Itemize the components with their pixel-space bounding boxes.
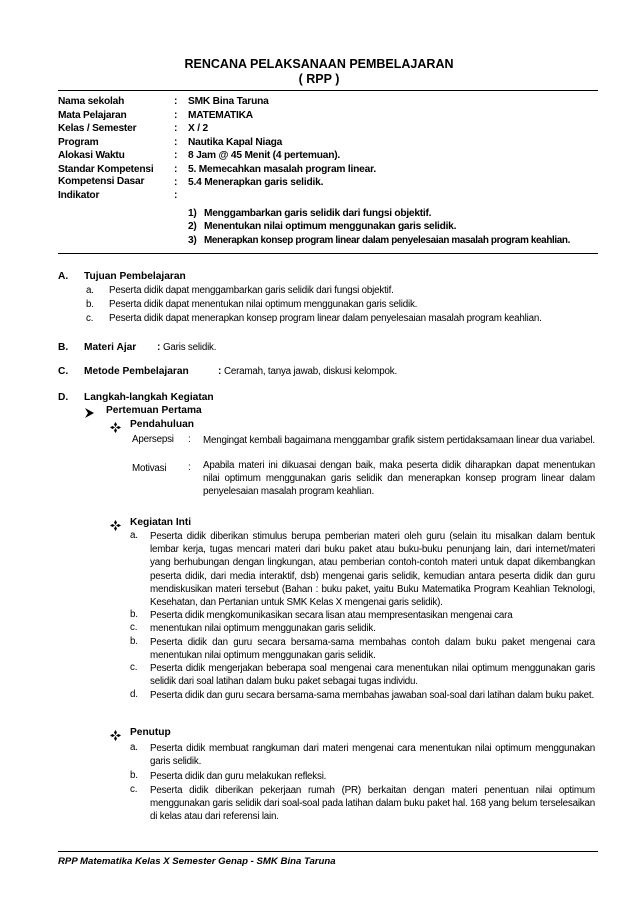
info-label: Nama sekolah bbox=[58, 96, 125, 107]
list-item: Peserta didik dan guru secara bersama-sama membahas contoh dalam buku paket mengenai cara menentukan nilai optimum menggunakan garis selidik. bbox=[150, 637, 595, 662]
info-value: SMK Bina Taruna bbox=[188, 96, 269, 107]
info-colon: : bbox=[174, 123, 178, 134]
indikator-number: 3) bbox=[188, 234, 197, 246]
section-a-title: Tujuan Pembelajaran bbox=[84, 271, 186, 282]
list-letter: a. bbox=[130, 742, 138, 753]
list-item: Peserta didik mengkomunikasikan secara lisan atau mempresentasikan mengenai cara bbox=[150, 610, 513, 621]
info-label: Mata Pelajaran bbox=[58, 109, 127, 121]
arrow-bullet-icon bbox=[84, 406, 95, 418]
indikator-text: Menentukan nilai optimum menggunakan garis selidik. bbox=[204, 221, 457, 232]
section-d-letter: D. bbox=[58, 392, 69, 403]
list-item: Peserta didik dapat menggambarkan garis selidik dari fungsi objektif. bbox=[109, 285, 394, 296]
top-divider bbox=[58, 90, 598, 91]
list-item: Peserta didik dapat menerapkan konsep program linear dalam penyelesaian masalah program keahlian. bbox=[109, 313, 542, 324]
info-colon: : bbox=[174, 163, 178, 175]
info-colon: : bbox=[174, 150, 178, 161]
list-item: Peserta didik dapat menentukan nilai optimum menggunakan garis selidik. bbox=[109, 299, 418, 310]
section-d-title: Langkah-langkah Kegiatan bbox=[84, 392, 214, 403]
info-label: Indikator bbox=[58, 190, 100, 201]
info-colon: : bbox=[174, 96, 178, 107]
list-letter: b. bbox=[130, 770, 138, 781]
list-letter: b. bbox=[130, 636, 138, 647]
diamond-bullet-icon bbox=[110, 420, 121, 431]
section-c-title: Metode Pembelajaran bbox=[84, 366, 189, 377]
list-letter: c. bbox=[130, 622, 138, 633]
indikator-number: 1) bbox=[188, 208, 197, 219]
list-item: Peserta didik dan guru melakukan refleksi. bbox=[150, 771, 327, 782]
list-letter: c. bbox=[130, 784, 138, 795]
apersepsi-label: Apersepsi bbox=[132, 434, 174, 445]
info-label: Standar Kompetensi bbox=[58, 163, 154, 175]
section-b-letter: B. bbox=[58, 342, 69, 353]
list-letter: b. bbox=[130, 609, 138, 620]
section-b-value: Garis selidik. bbox=[163, 342, 217, 353]
header-divider bbox=[58, 253, 598, 254]
info-value: 5.4 Menerapkan garis selidik. bbox=[188, 177, 324, 188]
info-colon: : bbox=[174, 109, 178, 121]
pertemuan-title: Pertemuan Pertama bbox=[106, 405, 202, 416]
list-letter: a. bbox=[86, 285, 94, 296]
info-colon: : bbox=[174, 190, 178, 201]
motivasi-label: Motivasi bbox=[132, 463, 167, 474]
diamond-bullet-icon bbox=[110, 728, 121, 739]
info-label: Program bbox=[58, 136, 99, 148]
section-b-title: Materi Ajar bbox=[84, 342, 137, 353]
apersepsi-separator: : bbox=[188, 434, 191, 445]
list-item: Peserta didik diberikan stimulus berupa pemberian materi oleh guru (selain itu misalkan dalam bentuk lembar kerja, tugas mencari materi dari buku paket atau buku-buku penunjang lain, dari internet/materi yang berhubungan dengan lingkungan, atau pemberian contoh-contoh materi untuk dapat dikembangkan peserta didik, dari media interaktif, dsb) mengenai garis selidik, kemudian antara peserta didik dan guru mendiskusikan materi tersebut (Bahan : buku paket, yaitu Buku Matematika Program Keahlian Teknologi, Kesehatan, dan Pertanian untuk SMK Kelas X mengenai garis selidik). bbox=[150, 531, 595, 609]
indikator-text: Menggambarkan garis selidik dari fungsi objektif. bbox=[204, 208, 432, 219]
section-b-separator: : bbox=[157, 342, 161, 353]
section-c-letter: C. bbox=[58, 366, 69, 377]
info-value: MATEMATIKA bbox=[188, 109, 253, 121]
kegiatan-inti-title: Kegiatan Inti bbox=[130, 517, 192, 528]
pendahuluan-title: Pendahuluan bbox=[130, 419, 194, 430]
diamond-bullet-icon bbox=[110, 518, 121, 529]
info-value: 8 Jam @ 45 Menit (4 pertemuan). bbox=[188, 150, 341, 161]
section-a-letter: A. bbox=[58, 271, 69, 282]
page-footer: RPP Matematika Kelas X Semester Genap - SMK Bina Taruna bbox=[58, 856, 336, 867]
list-letter: a. bbox=[130, 530, 138, 541]
list-letter: c. bbox=[130, 662, 138, 673]
indikator-text: Menerapkan konsep program linear dalam penyelesaian masalah program keahlian. bbox=[204, 234, 571, 246]
info-label: Kelas / Semester bbox=[58, 123, 137, 134]
penutup-title: Penutup bbox=[130, 727, 171, 738]
indikator-number: 2) bbox=[188, 221, 197, 232]
motivasi-separator: : bbox=[188, 462, 191, 473]
section-c-value: Ceramah, tanya jawab, diskusi kelompok. bbox=[224, 366, 397, 377]
footer-divider bbox=[58, 851, 598, 852]
list-item: Peserta didik diberikan pekerjaan rumah (PR) berkaitan dengan materi penentuan nilai optimum menggunakan garis selidik dari soal-soal pada latihan dalam buku paket hal. 168 yang belum terselesaikan di kelas atau dari referensi lain. bbox=[150, 785, 595, 823]
info-label: Kompetensi Dasar bbox=[58, 176, 145, 187]
list-item: Peserta didik mengerjakan beberapa soal mengenai cara menentukan nilai optimum menggunakan garis selidik dari soal latihan dalam buku paket sebagai tugas individu. bbox=[150, 663, 595, 688]
list-item: Peserta didik membuat rangkuman dari materi mengenai cara menentukan nilai optimum menggunakan garis selidik. bbox=[150, 743, 595, 768]
info-colon: : bbox=[174, 136, 178, 148]
info-value: X / 2 bbox=[188, 123, 208, 134]
info-label: Alokasi Waktu bbox=[58, 150, 125, 161]
section-c-separator: : bbox=[218, 366, 222, 377]
page-subtitle: ( RPP ) bbox=[298, 72, 340, 86]
motivasi-text: Apabila materi ini dikuasai dengan baik, maka peserta didik diharapkan dapat menentukan nilai optimum menggunakan garis selidik dan menerapkan konsep program linear dalam penyelesaian masalah program keahlian. bbox=[203, 460, 595, 498]
list-item: menentukan nilai optimum menggunakan garis selidik. bbox=[150, 623, 376, 634]
info-value: Nautika Kapal Niaga bbox=[188, 136, 283, 148]
apersepsi-text: Mengingat kembali bagaimana menggambar grafik sistem pertidaksamaan linear dua variabel. bbox=[203, 435, 595, 446]
list-letter: b. bbox=[86, 299, 94, 310]
list-letter: d. bbox=[130, 689, 138, 700]
info-value: 5. Memecahkan masalah program linear. bbox=[188, 163, 376, 175]
list-letter: c. bbox=[86, 313, 94, 324]
info-colon: : bbox=[174, 177, 178, 188]
page-title: RENCANA PELAKSANAAN PEMBELAJARAN bbox=[184, 57, 454, 71]
list-item: Peserta didik dan guru secara bersama-sama membahas jawaban soal-soal dari latihan dalam buku paket. bbox=[150, 690, 594, 701]
